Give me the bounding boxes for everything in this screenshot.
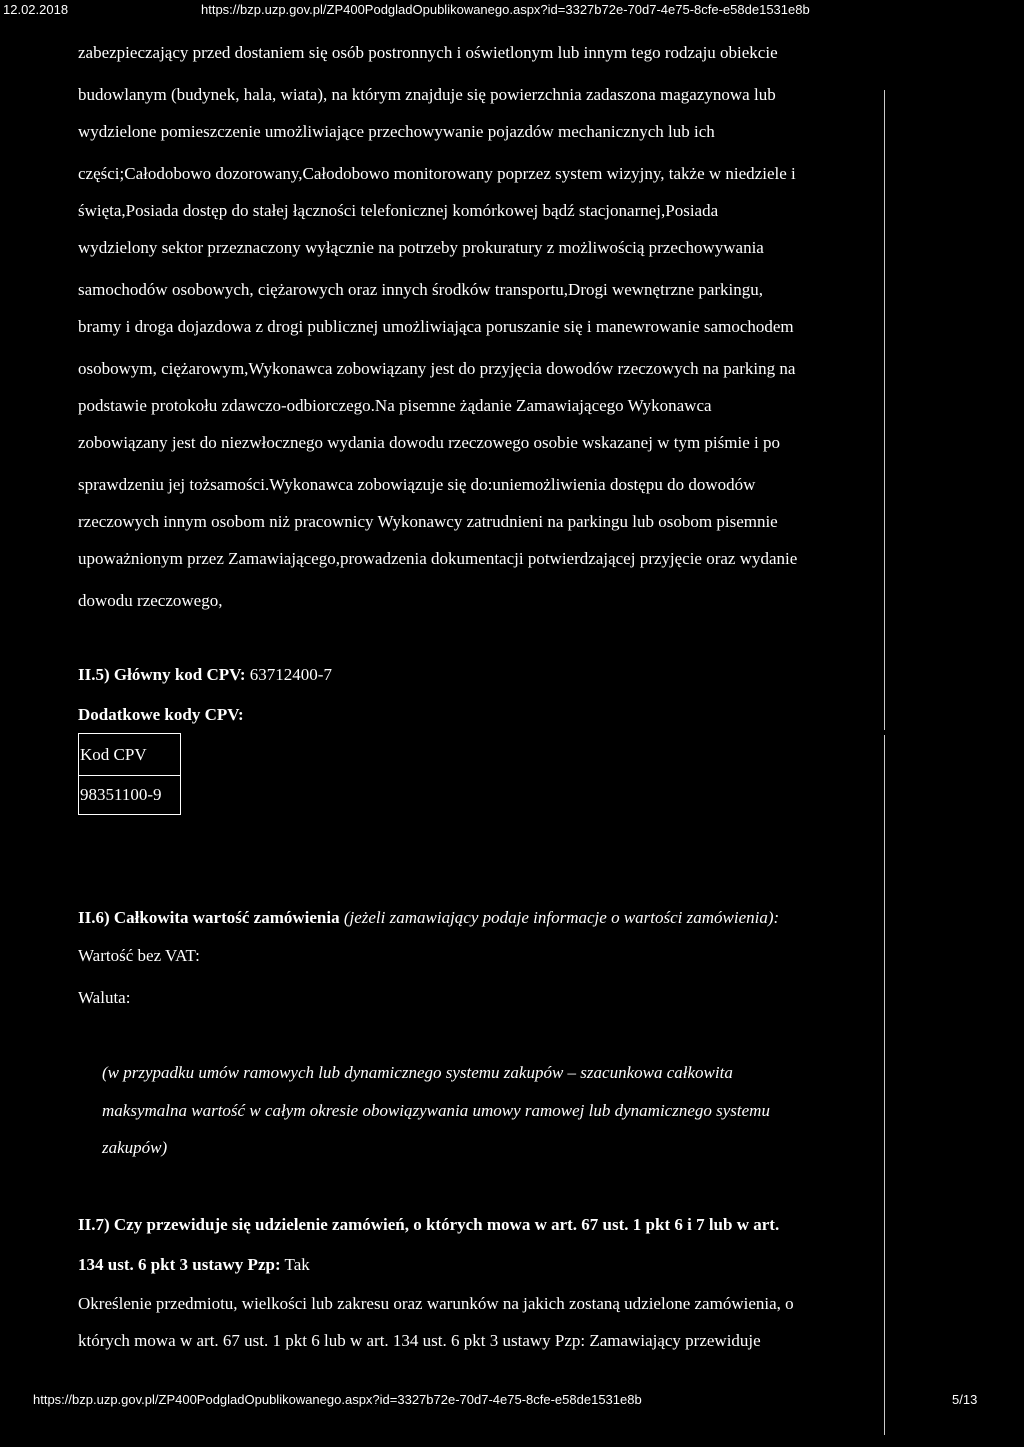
value-currency: Waluta:	[78, 988, 131, 1007]
ii7-description-line: których mowa w art. 67 ust. 1 pkt 6 lub w art. 134 ust. 6 pkt 3 ustawy Pzp: Zamawiający przewiduje	[78, 1331, 761, 1350]
value-without-vat: Wartość bez VAT:	[78, 946, 200, 965]
body-line: wydzielone pomieszczenie umożliwiające przechowywanie pojazdów mechanicznych lub ich	[78, 122, 715, 141]
body-line: wydzielony sektor przeznaczony wyłącznie na potrzeby prokuratury z możliwością przechowywania	[78, 238, 764, 257]
footer-url: https://bzp.uzp.gov.pl/ZP400PodgladOpublikowanego.aspx?id=3327b72e-70d7-4e75-8cfe-e58de1531e8b	[33, 1392, 642, 1407]
body-line: podstawie protokołu zdawczo-odbiorczego.Na pisemne żądanie Zamawiającego Wykonawca	[78, 396, 712, 415]
body-line: bramy i droga dojazdowa z drogi publicznej umożliwiająca poruszanie się i manewrowanie samochodem	[78, 317, 794, 336]
value-heading-note: (jeżeli zamawiający podaje informacje o wartości zamówienia):	[339, 908, 780, 927]
print-date: 12.02.2018	[3, 2, 69, 17]
cpv-table-cell: 98351100-9	[80, 785, 162, 804]
ii7-heading-row	[78, 1254, 310, 1276]
body-line: upoważnionym przez Zamawiającego,prowadzenia dokumentacji potwierdzającej przyjęcie oraz wydanie	[78, 549, 798, 568]
additional-cpv-label: Dodatkowe kody CPV:	[78, 705, 244, 724]
framework-note-line: (w przypadku umów ramowych lub dynamicznego systemu zakupów – szacunkowa całkowita	[102, 1063, 733, 1082]
header-url: https://bzp.uzp.gov.pl/ZP400PodgladOpublikowanego.aspx?id=3327b72e-70d7-4e75-8cfe-e58de1531e8b	[201, 2, 810, 17]
scan-rule-lower	[884, 735, 885, 1435]
framework-note-line: zakupów)	[102, 1138, 168, 1157]
ii7-heading-line2: 134 ust. 6 pkt 3 ustawy Pzp:	[78, 1255, 281, 1274]
cpv-table	[78, 733, 181, 815]
body-line: święta,Posiada dostęp do stałej łączności telefonicznej komórkowej bądź stacjonarnej,Posiada	[78, 201, 719, 220]
main-cpv-value: 63712400-7	[245, 665, 332, 684]
framework-note-line: maksymalna wartość w całym okresie obowiązywania umowy ramowej lub dynamicznego systemu	[102, 1101, 770, 1120]
value-heading: II.6) Całkowita wartość zamówienia	[78, 908, 340, 927]
ii7-description-line: Określenie przedmiotu, wielkości lub zakresu oraz warunków na jakich zostaną udzielone zamówienia, o	[78, 1294, 794, 1313]
body-line: budowlanym (budynek, hala, wiata), na którym znajduje się powierzchnia zadaszona magazynowa lub	[78, 85, 776, 104]
body-line: sprawdzeniu jej tożsamości.Wykonawca zobowiązuje się do:uniemożliwienia dostępu do dowodów	[78, 475, 756, 494]
body-line: zobowiązany jest do niezwłocznego wydania dowodu rzeczowego osobie wskazanej w tym piśmie i po	[78, 433, 780, 452]
scan-rule	[884, 90, 885, 730]
body-line: osobowym, ciężarowym,Wykonawca zobowiązany jest do przyjęcia dowodów rzeczowych na parking na	[78, 359, 796, 378]
body-line: części;Całodobowo dozorowany,Całodobowo monitorowany poprzez system wizyjny, także w niedziele i	[78, 164, 796, 183]
body-line: rzeczowych innym osobom niż pracownicy Wykonawcy zatrudnieni na parkingu lub osobom pisemnie	[78, 512, 778, 531]
body-line: zabezpieczający przed dostaniem się osób postronnych i oświetlonym lub innym tego rodzaju obiekcie	[78, 43, 778, 62]
cpv-table-header: Kod CPV	[79, 734, 180, 776]
ii7-heading-line1: II.7) Czy przewiduje się udzielenie zamówień, o których mowa w art. 67 ust. 1 pkt 6 i 7 lub w art.	[78, 1215, 780, 1234]
page-number: 5/13	[952, 1392, 978, 1407]
main-cpv-label: II.5) Główny kod CPV:	[78, 665, 246, 684]
value-heading-row	[78, 907, 779, 929]
main-cpv-row	[78, 664, 332, 686]
body-line: dowodu rzeczowego,	[78, 591, 223, 610]
ii7-answer: Tak	[280, 1255, 310, 1274]
body-line: samochodów osobowych, ciężarowych oraz innych środków transportu,Drogi wewnętrzne parkingu,	[78, 280, 763, 299]
